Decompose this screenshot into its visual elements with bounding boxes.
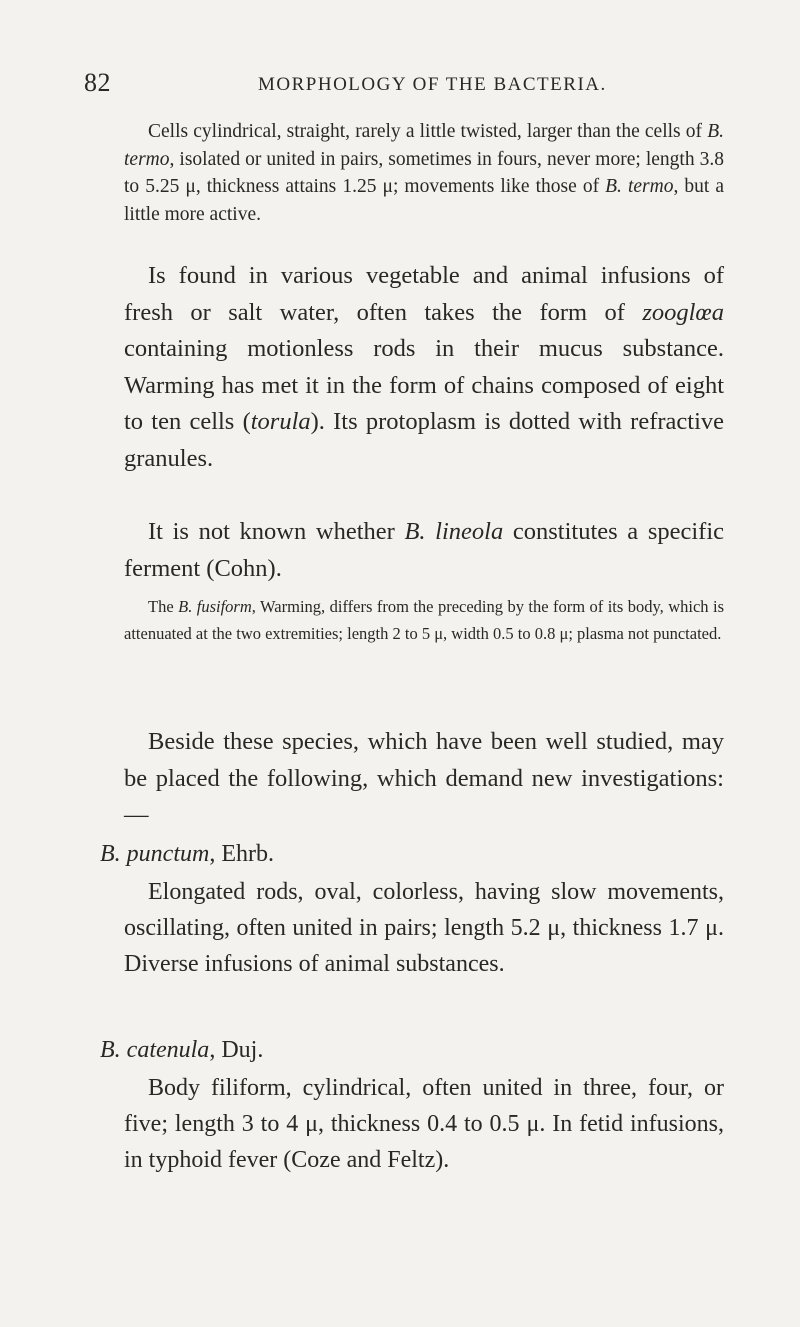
page-number: 82 xyxy=(84,68,111,97)
paragraph-other-species: Beside these species, which have been well studied, may be placed the following, which demand new investigations: — xyxy=(124,728,724,828)
text-run: Is found in various vegetable and animal infusions of fresh or salt water, often takes the form of xyxy=(124,262,724,326)
species-name: B. lineola xyxy=(404,518,504,545)
text-run: , Warming, differs from the preceding by the form of its body, which is attenuated at the two extremities; length 2 to 5 μ, width 0.5 to 0.8 μ; plasma not punctated. xyxy=(124,597,725,643)
text-run: containing motionless rods in their mucus substance. Warming has met it in the form of chains composed of eight to ten cells ( xyxy=(124,335,724,435)
running-title: MORPHOLOGY OF THE BACTERIA. xyxy=(258,74,607,95)
paragraph-habitat xyxy=(124,258,724,477)
species-description-punctum: Elongated rods, oval, colorless, having slow movements, oscillating, often united in pairs; length 5.2 μ, thickness 1.7 μ. Diverse infusions of animal substances. xyxy=(124,879,724,977)
text-run: The xyxy=(148,597,179,616)
species-heading-punctum xyxy=(100,836,274,872)
text-run: ). Its protoplasm is dotted with refractive granules. xyxy=(124,408,725,472)
text-run: Cells cylindrical, straight, rarely a little twisted, larger than the cells of xyxy=(148,121,708,142)
species-name: B. catenula xyxy=(100,1037,210,1063)
paragraph-cell-description xyxy=(124,118,724,228)
italic-term: zooglœa xyxy=(642,298,724,326)
text-run: constitutes a specific ferment (Cohn). xyxy=(124,518,724,582)
text-run: It is not known whether xyxy=(148,518,405,545)
species-name: B. termo xyxy=(605,176,674,197)
species-heading-catenula xyxy=(100,1032,263,1068)
species-name: B. fusiform xyxy=(178,597,252,616)
species-name: B. termo xyxy=(124,121,724,170)
species-author: , Ehrb. xyxy=(209,841,274,867)
italic-term: torula xyxy=(250,408,311,435)
text-run: , isolated or united in pairs, sometimes in fours, never more; length 3.8 to 5.25 μ, thickness attains 1.25 μ; movements like those of xyxy=(124,148,724,197)
paragraph-lineola xyxy=(124,514,724,587)
species-name: B. punctum xyxy=(100,841,210,867)
species-author: , Duj. xyxy=(209,1037,264,1063)
text-run: , but a little more active. xyxy=(124,176,724,225)
paragraph-fusiform xyxy=(124,594,724,647)
species-description-catenula: Body filiform, cylindrical, often united in three, four, or five; length 3 to 4 μ, thickness 0.4 to 0.5 μ. In fetid infusions, in typhoid fever (Coze and Feltz). xyxy=(124,1075,724,1173)
